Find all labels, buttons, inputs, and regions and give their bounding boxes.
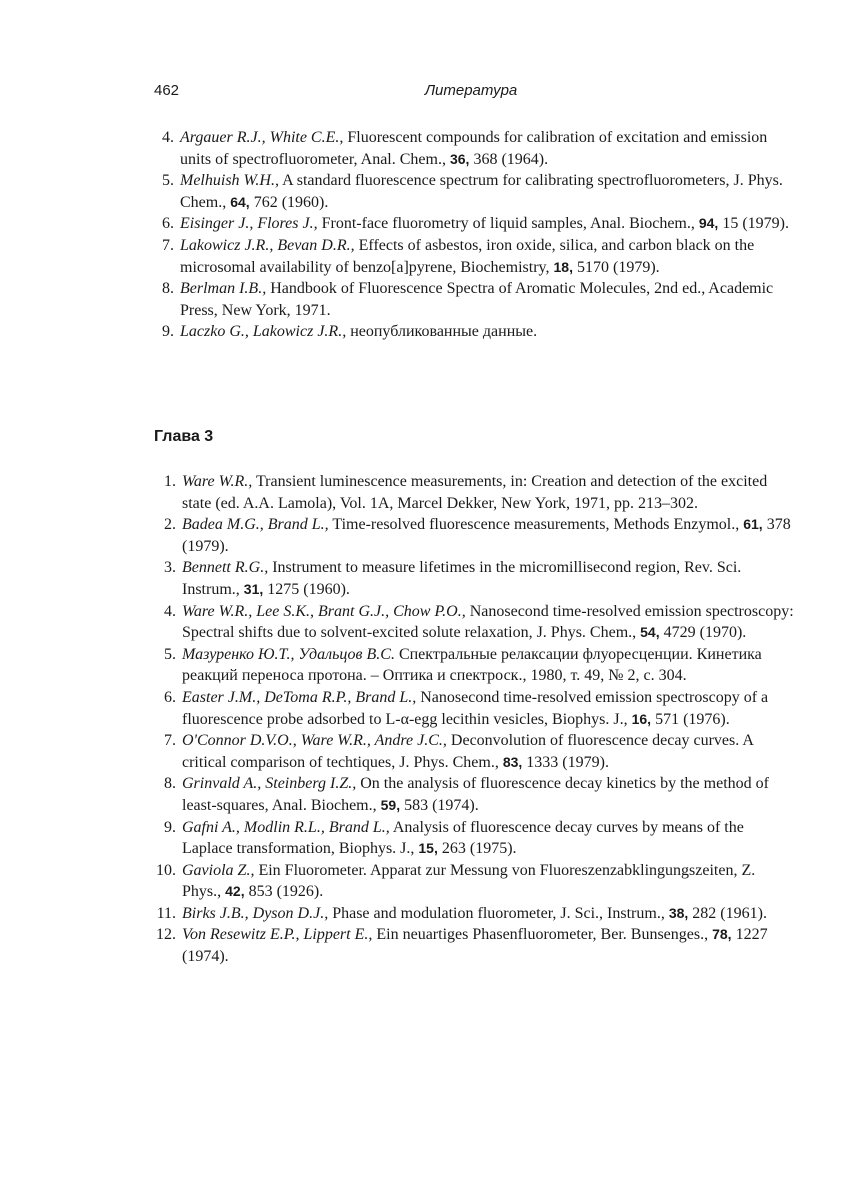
reference-number: 9. (162, 323, 174, 341)
reference-authors: Gafni A., Modlin R.L., Brand L., (182, 818, 390, 836)
reference-volume: 15, (418, 840, 438, 857)
reference-volume: 64, (230, 193, 250, 210)
running-title: Литература (424, 82, 518, 99)
reference-item (154, 924, 794, 967)
reference-text: неопубликованные данные. (346, 323, 538, 341)
reference-authors: Eisinger J., Flores J., (180, 215, 318, 233)
reference-text: Ein neuartiges Phasenfluorometer, Ber. Bunsenges., (372, 926, 713, 944)
reference-text: Time-resolved fluorescence measurements, Methods Enzymol., (328, 516, 744, 534)
reference-text: Handbook of Fluorescence Spectra of Aromatic Molecules, 2nd ed., Academic Press, New York, 1971. (180, 280, 774, 319)
reference-text: Nanosecond time-resolved emission spectroscopy of a fluorescence probe adsorbed to L-α-egg lecithin vesicles, Biophys. J., (182, 688, 769, 728)
reference-volume: 16, (631, 710, 652, 727)
reference-item (154, 213, 794, 235)
reference-volume: 18, (553, 258, 573, 275)
reference-authors: Argauer R.J., White C.E., (180, 129, 344, 146)
reference-text: Ein Fluorometer. Apparat zur Messung von Fluoreszenzabklingungszeiten, Z. Phys., (182, 861, 756, 901)
reference-text: Phase and modulation fluorometer, J. Sci., Instrum., (328, 904, 669, 922)
reference-tail: 4729 (1970). (659, 624, 747, 642)
reference-text: Effects of asbestos, iron oxide, silica, and carbon black on the microsomal availability of benzo[a]pyrene, Biochemistry, (180, 236, 755, 276)
reference-number: 11. (156, 904, 176, 922)
reference-tail: 1333 (1979). (522, 753, 609, 771)
reference-volume: 54, (640, 624, 660, 641)
reference-tail: 263 (1975). (437, 840, 517, 858)
reference-authors: Gaviola Z., (182, 861, 255, 879)
reference-volume: 42, (225, 883, 245, 900)
reference-volume: 94, (698, 215, 719, 232)
reference-authors: Berlman I.B., (180, 280, 267, 298)
reference-number: 2. (164, 516, 176, 534)
reference-number: 4. (162, 129, 174, 146)
reference-tail: 853 (1926). (244, 883, 324, 901)
reference-number: 3. (164, 559, 176, 577)
reference-tail: 368 (1964). (469, 150, 549, 168)
reference-number: 8. (164, 775, 176, 793)
reference-list-previous (154, 127, 794, 343)
reference-item (154, 127, 794, 170)
reference-item (154, 687, 794, 730)
reference-item (154, 170, 794, 213)
reference-number: 10. (156, 861, 176, 879)
reference-item (154, 278, 794, 321)
reference-number: 12. (156, 926, 176, 944)
reference-item (154, 321, 794, 343)
reference-volume: 59, (380, 796, 401, 813)
reference-text: Fluorescent compounds for calibration of excitation and emission units of spectrofluorometer, Anal. Chem., (180, 129, 768, 168)
reference-item (154, 773, 794, 816)
reference-item (154, 730, 794, 773)
reference-authors: Easter J.M., DeToma R.P., Brand L., (182, 688, 417, 706)
reference-tail: 762 (1960). (249, 193, 329, 211)
page-number: 462 (154, 82, 180, 99)
reference-tail: 378 (1979). (182, 516, 791, 555)
reference-tail: 1227 (1974). (182, 926, 768, 966)
reference-item (154, 817, 794, 860)
reference-authors: Laczko G., Lakowicz J.R., (180, 323, 347, 341)
reference-tail: 571 (1976). (651, 710, 730, 728)
reference-number: 6. (162, 215, 174, 233)
reference-item (154, 514, 794, 557)
reference-text: Спектральные релаксации флуоресценции. Кинетика реакций переноса протона. – Оптика и спектроск., 1980, т. 49, № 2, с. 304. (182, 645, 762, 685)
reference-volume: 38, (668, 904, 689, 921)
reference-authors: Birks J.B., Dyson D.J., (182, 904, 329, 922)
reference-number: 9. (164, 818, 176, 836)
reference-volume: 36, (449, 150, 470, 167)
page-header (154, 82, 788, 104)
reference-text: Nanosecond time-resolved emission spectroscopy: Spectral shifts due to solvent-excited solute relaxation, J. Phys. Chem., (182, 602, 794, 642)
reference-number: 6. (164, 688, 176, 706)
reference-number: 7. (162, 236, 174, 254)
reference-number: 1. (164, 473, 176, 490)
reference-item (154, 644, 794, 687)
reference-item (154, 471, 794, 514)
reference-text: Transient luminescence measurements, in: Creation and detection of the excited state (ed. A.A. Lamola), Vol. 1A, Marcel Dekker, New York, 1971, pp. 213–302. (182, 473, 768, 512)
reference-volume: 61, (743, 516, 763, 533)
reference-number: 4. (164, 602, 176, 620)
reference-text: Front-face fluorometry of liquid samples, Anal. Biochem., (317, 215, 699, 233)
reference-authors: O'Connor D.V.O., Ware W.R., Andre J.C., (182, 732, 447, 750)
reference-authors: Badea M.G., Brand L., (182, 516, 329, 534)
reference-tail: 15 (1979). (718, 215, 789, 233)
reference-volume: 31, (243, 580, 264, 597)
reference-item (154, 235, 794, 278)
reference-authors: Bennett R.G., (182, 559, 269, 577)
reference-item (154, 903, 794, 925)
reference-tail: 5170 (1979). (572, 258, 660, 276)
reference-tail: 1275 (1960). (263, 580, 350, 598)
reference-authors: Grinvald A., Steinberg I.Z., (182, 775, 357, 793)
reference-authors: Melhuish W.H., (180, 172, 279, 190)
reference-text: A standard fluorescence spectrum for calibrating spectrofluorometers, J. Phys. Chem., (180, 172, 783, 211)
reference-text: Instrument to measure lifetimes in the micromillisecond region, Rev. Sci. Instrum., (182, 559, 742, 598)
reference-number: 5. (164, 645, 176, 663)
reference-authors: Мазуренко Ю.Т., Удальцов В.С. (182, 645, 395, 663)
reference-number: 8. (162, 280, 174, 298)
chapter-heading: Глава 3 (154, 428, 214, 445)
reference-item (154, 557, 794, 600)
reference-volume: 83, (502, 753, 523, 770)
reference-number: 7. (164, 732, 176, 750)
reference-authors: Ware W.R., Lee S.K., Brant G.J., Chow P.O., (182, 602, 466, 620)
reference-text: On the analysis of fluorescence decay kinetics by the method of least-squares, Anal. Biochem., (182, 775, 769, 814)
reference-number: 5. (162, 172, 174, 190)
reference-tail: 282 (1961). (688, 904, 767, 922)
reference-authors: Ware W.R., (182, 473, 253, 490)
reference-text: Deconvolution of fluorescence decay curves. A critical comparison of techtiques, J. Phys. Chem., (182, 732, 754, 771)
reference-authors: Lakowicz J.R., Bevan D.R., (180, 236, 355, 254)
reference-item (154, 601, 794, 644)
reference-text: Analysis of fluorescence decay curves by means of the Laplace transformation, Biophys. J., (182, 818, 744, 858)
reference-item (154, 860, 794, 903)
reference-list-chapter3 (154, 471, 794, 968)
reference-tail: 583 (1974). (400, 796, 479, 814)
reference-authors: Von Resewitz E.P., Lippert E., (182, 926, 373, 944)
reference-volume: 78, (712, 926, 732, 943)
